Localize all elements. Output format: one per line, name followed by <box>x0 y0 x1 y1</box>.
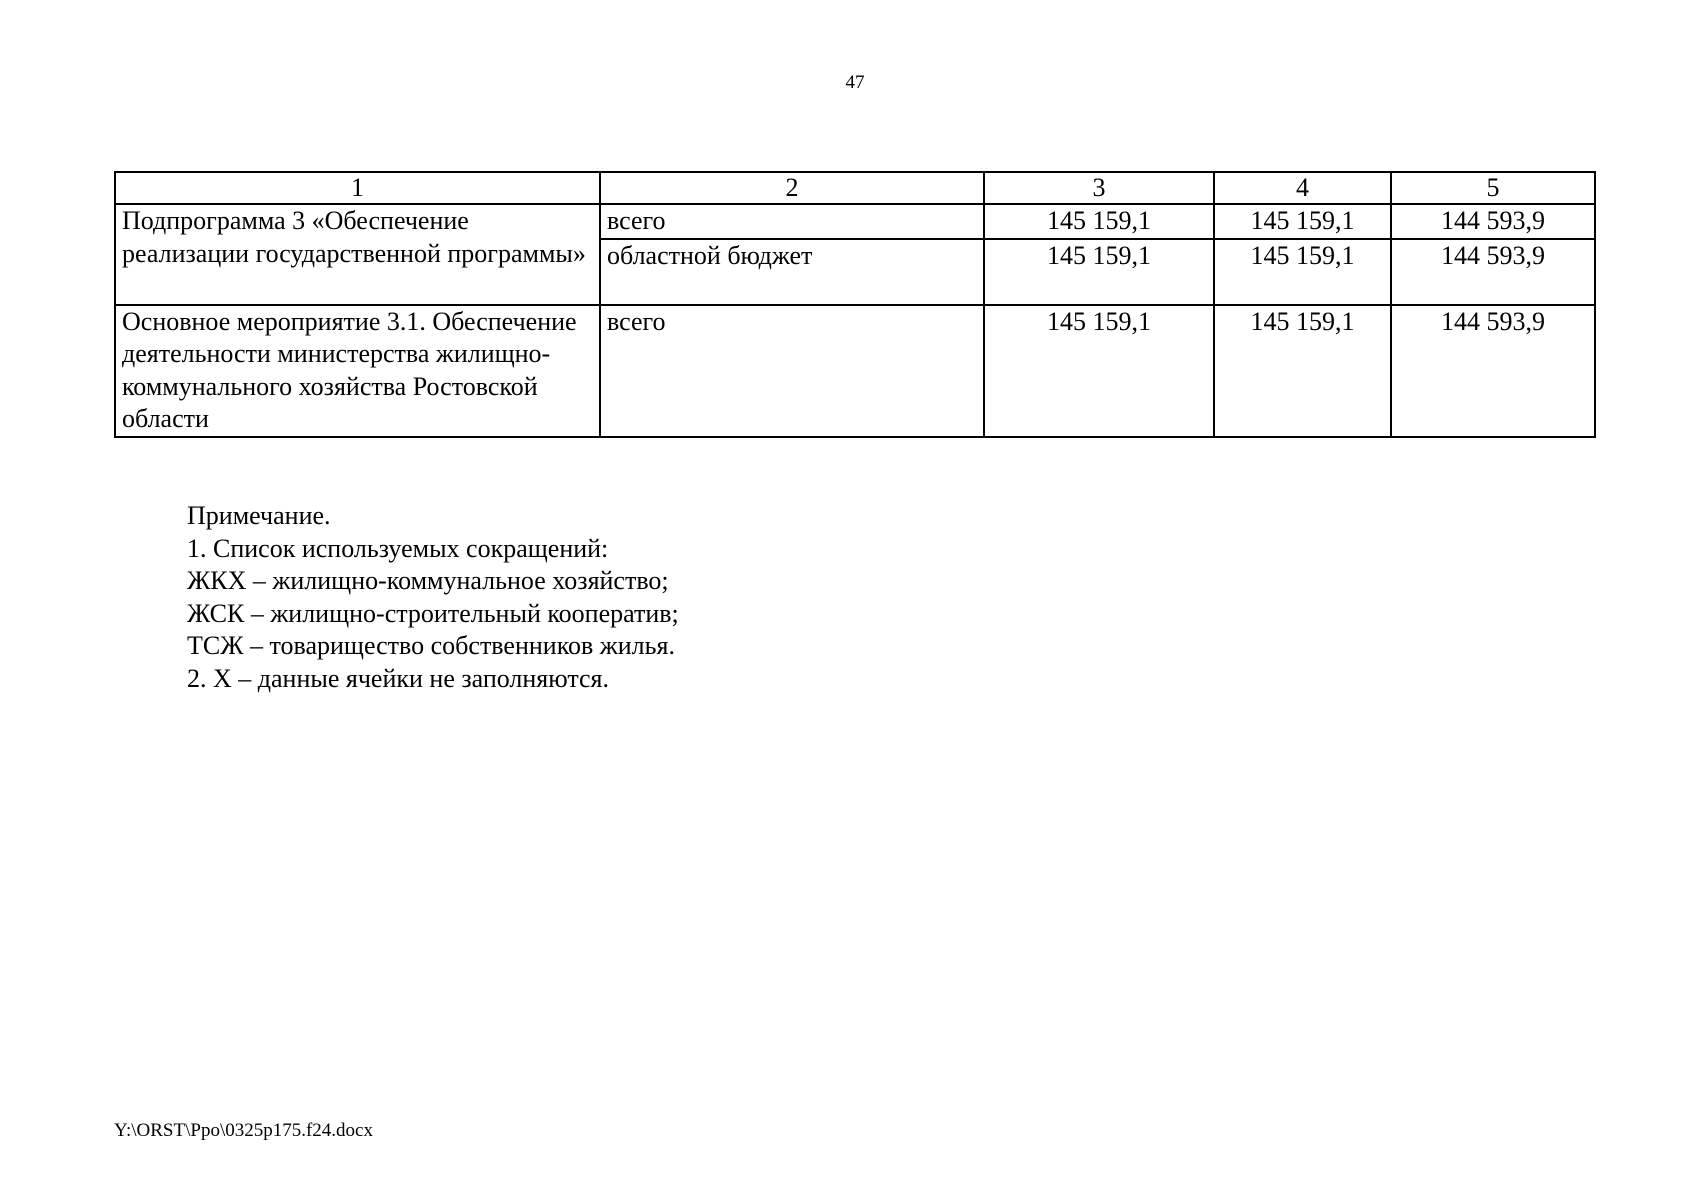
value-cell-col4: 145 159,1 <box>1214 204 1391 239</box>
notes-section <box>187 500 679 695</box>
note-line: ТСЖ – товарищество собственников жилья. <box>187 631 675 660</box>
source-cell: областной бюджет <box>600 239 984 305</box>
value-cell-col4: 145 159,1 <box>1214 305 1391 437</box>
value-cell-col3: 145 159,1 <box>984 239 1214 305</box>
source-cell: всего <box>600 305 984 437</box>
note-line: ЖСК – жилищно-строительный кооператив; <box>187 598 679 628</box>
note-line: 2. Х – данные ячейки не заполняются. <box>187 663 610 693</box>
source-cell: всего <box>600 204 984 239</box>
file-path-footer: Y:\ORST\Ppo\0325p175.f24.docx <box>114 1120 373 1141</box>
note-line: 1. Список используемых сокращений: <box>187 533 609 563</box>
value-cell-col4: 145 159,1 <box>1214 239 1391 305</box>
table-row <box>115 204 1595 239</box>
measure-name-cell: Основное мероприятие 3.1. Обеспечение деятельности министерства жилищно-коммунального хозяйства Ростовской области <box>115 305 600 437</box>
value-cell-col3: 145 159,1 <box>984 305 1214 437</box>
subprogram-name-cell: Подпрограмма 3 «Обеспечение реализации государственной программы» <box>115 204 600 305</box>
column-header-2: 2 <box>600 172 984 204</box>
value-cell-col5: 144 593,9 <box>1391 204 1595 239</box>
value-cell-col5: 144 593,9 <box>1391 239 1595 305</box>
column-header-5: 5 <box>1391 172 1595 204</box>
page-number: 47 <box>845 72 865 93</box>
note-line: ЖКХ – жилищно-коммунальное хозяйство; <box>187 566 669 595</box>
column-header-3: 3 <box>984 172 1214 204</box>
table-row <box>115 305 1595 437</box>
column-header-1: 1 <box>115 172 600 204</box>
notes-title: Примечание. <box>187 501 331 530</box>
column-header-4: 4 <box>1214 172 1391 204</box>
value-cell-col3: 145 159,1 <box>984 204 1214 239</box>
table-header-row <box>115 172 1595 204</box>
budget-table <box>114 171 1596 438</box>
value-cell-col5: 144 593,9 <box>1391 305 1595 437</box>
